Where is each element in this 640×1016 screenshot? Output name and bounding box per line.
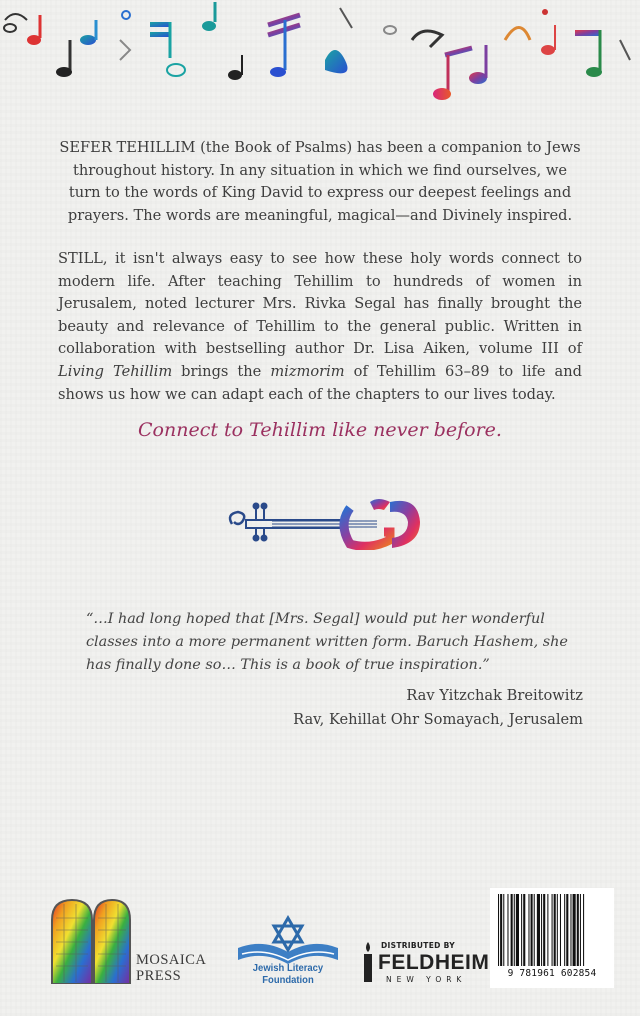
feldheim-city: NEW YORK: [386, 975, 467, 984]
note-6-icon: [202, 2, 242, 80]
barcode-bar: [580, 894, 581, 966]
blurb-text-1: STILL, it isn't always easy to see how these holy words connect to modern life. After teaching Tehillim to hundreds of women in Jerusalem, noted lecturer Mrs. Rivka Segal has finally brought the beauty and relevance of Tehillim to the general public. Written in collaboration with bestselling author Dr. Lisa Aiken, volume III of: [58, 250, 582, 358]
barcode-bar: [528, 894, 529, 966]
note-8-icon: [325, 8, 352, 73]
note-5-icon: [150, 22, 185, 76]
blurb-paragraph-2: [58, 248, 582, 406]
barcode-bars: [498, 894, 606, 966]
barcode-bar: [521, 894, 522, 966]
barcode-bar: [537, 894, 540, 966]
barcode-bar: [552, 894, 553, 966]
barcode-bar: [498, 894, 499, 966]
lyre-ornament-icon: [222, 490, 442, 550]
candle-icon: [360, 940, 376, 984]
note-2-icon: [27, 15, 41, 45]
blurb-text-3: of Tehillim 63–89 to life and shows us how we can adapt each of the chapters to our lives today.: [58, 362, 582, 403]
barcode-bar: [514, 894, 515, 966]
barcode-bar: [516, 894, 519, 966]
endorsement-attribution: [293, 684, 583, 731]
barcode-bar: [557, 894, 558, 966]
tagline: Connect to Tehillim like never before.: [138, 419, 502, 441]
mosaica-line-2: PRESS: [136, 968, 182, 984]
barcode-bar: [566, 894, 568, 966]
note-4-icon: [120, 11, 130, 60]
music-notes-decoration: [0, 0, 640, 110]
endorsement-quote: “…I had long hoped that [Mrs. Segal] would put her wonderful classes into a more permanent written form. Baruch Hashem, she has finally done so… This is a book of true inspiration.”: [86, 611, 568, 673]
note-10-icon: [433, 45, 487, 100]
barcode-bar: [560, 894, 561, 966]
mosaica-press-name: [136, 952, 206, 984]
mosaica-line-1: MOSAICA: [136, 952, 207, 968]
barcode-bar: [547, 894, 548, 966]
barcode-bar: [554, 894, 556, 966]
feldheim-name: FELDHEIM: [378, 951, 490, 974]
barcode-bar: [573, 894, 576, 966]
feldheim-distributed-by: DISTRIBUTED BY: [381, 941, 455, 950]
isbn-barcode: [490, 888, 614, 988]
note-3-icon: [56, 20, 96, 77]
barcode-bar: [531, 894, 533, 966]
barcode-bar: [534, 894, 535, 966]
blurb-paragraph-1: SEFER TEHILLIM (the Book of Psalms) has been a companion to Jews throughout history. In any situation in which we find ourselves, we turn to the words of King David to express our deepest feelings and prayers. The words are meaningful, magical—and Divinely inspired.: [59, 139, 581, 224]
barcode-bar: [583, 894, 584, 966]
note-7-icon: [268, 15, 300, 77]
barcode-bar: [507, 894, 508, 966]
isbn-digits: 9 781961 602854: [507, 968, 597, 979]
jlf-name: Jewish Literacy Foundation: [252, 962, 324, 986]
barcode-bar: [500, 894, 502, 966]
barcode-bar: [511, 894, 513, 966]
endorser-name: Rav Yitzchak Breitowitz: [406, 687, 583, 704]
barcode-bar: [543, 894, 545, 966]
barcode-bar: [577, 894, 579, 966]
barcode-bar: [523, 894, 525, 966]
note-1-icon: [4, 14, 27, 32]
barcode-bar: [541, 894, 542, 966]
barcode-bar: [503, 894, 504, 966]
note-11-icon: [505, 25, 555, 55]
barcode-bar: [564, 894, 565, 966]
blurb-text-2: brings the: [172, 362, 271, 380]
mizmorim-term: mizmorim: [270, 362, 345, 380]
endorser-title: Rav, Kehillat Ohr Somayach, Jerusalem: [293, 710, 583, 728]
barcode-bar: [570, 894, 571, 966]
note-9-icon: [384, 26, 442, 47]
book-title: Living Tehillim: [58, 362, 173, 380]
